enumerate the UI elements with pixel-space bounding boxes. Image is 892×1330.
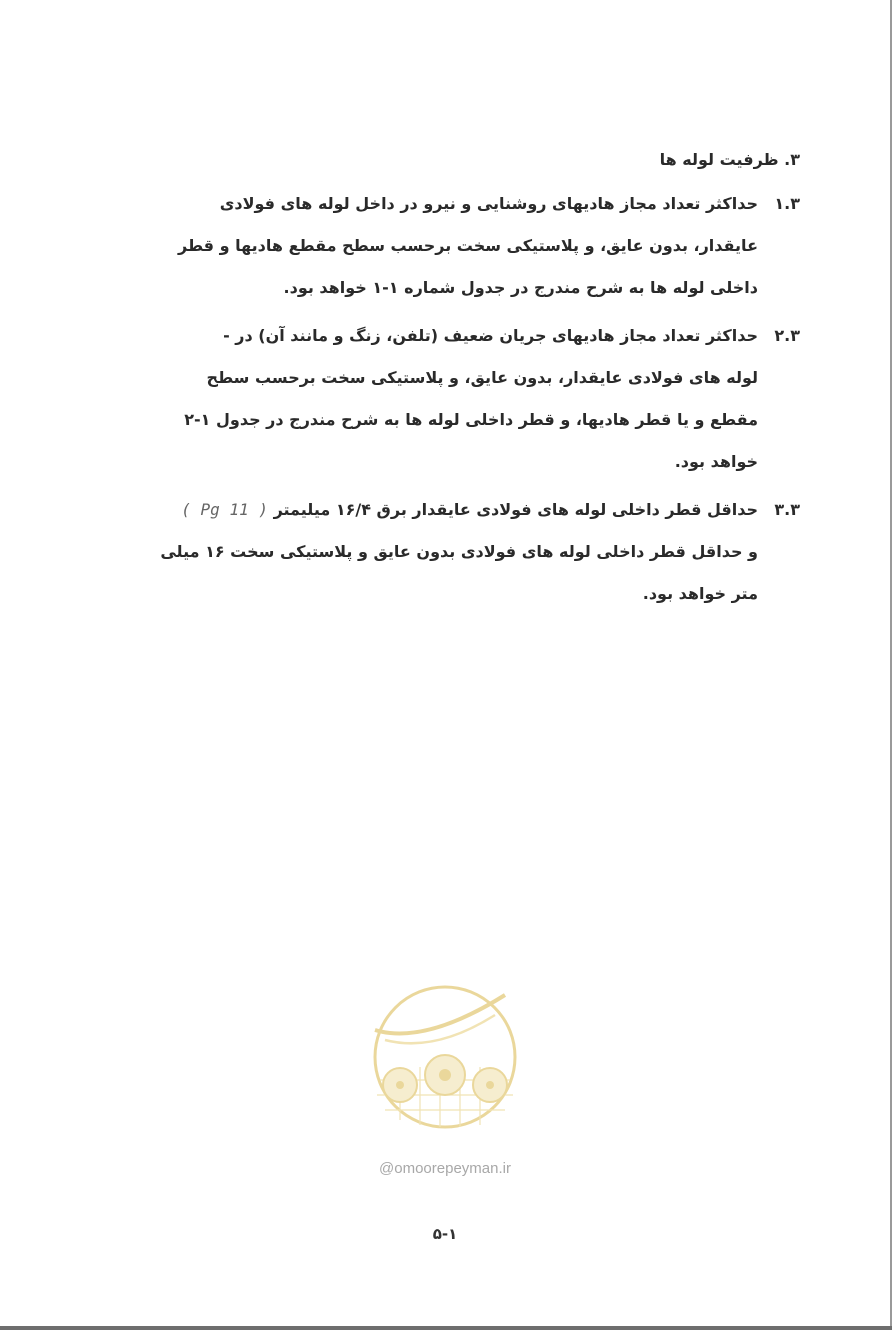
scan-edge-bottom [0,1326,892,1330]
document-page [100,150,800,621]
item-text-line: متر خواهد بود. [642,584,758,603]
item-text-line: عایقدار، بدون عایق، و پلاستیکی سخت برحسب سطح مقطع هادیها و قطر [178,236,758,255]
item-3 [100,489,800,615]
item-1 [100,183,800,309]
item-text-line: داخلی لوله ها به شرح مندرج در جدول شماره ۱-۱ خواهد بود. [283,278,758,297]
item-number: ۳.۳ [774,500,800,519]
item-number: ۱.۳ [774,194,800,213]
item-2 [100,315,800,483]
item-number: ۲.۳ [774,326,800,345]
section-heading: ۳. ظرفیت لوله ها [659,150,800,169]
item-text-line: حداکثر تعداد مجاز هادیهای جریان ضعیف (تلفن، زنگ و مانند آن) در - [223,326,758,345]
item-text-line: لوله های فولادی عایقدار، بدون عایق، و پلاستیکی سخت برحسب سطح [206,368,758,387]
item-text-line: خواهد بود. [674,452,758,471]
item-text-line: حداکثر تعداد مجاز هادیهای روشنایی و نیرو در داخل لوله های فولادی [219,194,758,213]
item-text-line: مقطع و یا قطر هادیها، و قطر داخلی لوله ها به شرح مندرج در جدول ۱-۲ [184,410,758,429]
page-number: ۵-۱ [432,1225,458,1243]
page-reference: ( Pg 11 ) [181,500,268,519]
watermark-url: @omoorepeyman.ir [379,1160,511,1177]
item-text-line: و حداقل قطر داخلی لوله های فولادی بدون عایق و پلاستیکی سخت ۱۶ میلی [160,542,758,561]
item-text-line: حداقل قطر داخلی لوله های فولادی عایقدار برق ۱۶/۴ میلیمتر [273,500,758,519]
watermark-logo-icon [355,985,535,1135]
